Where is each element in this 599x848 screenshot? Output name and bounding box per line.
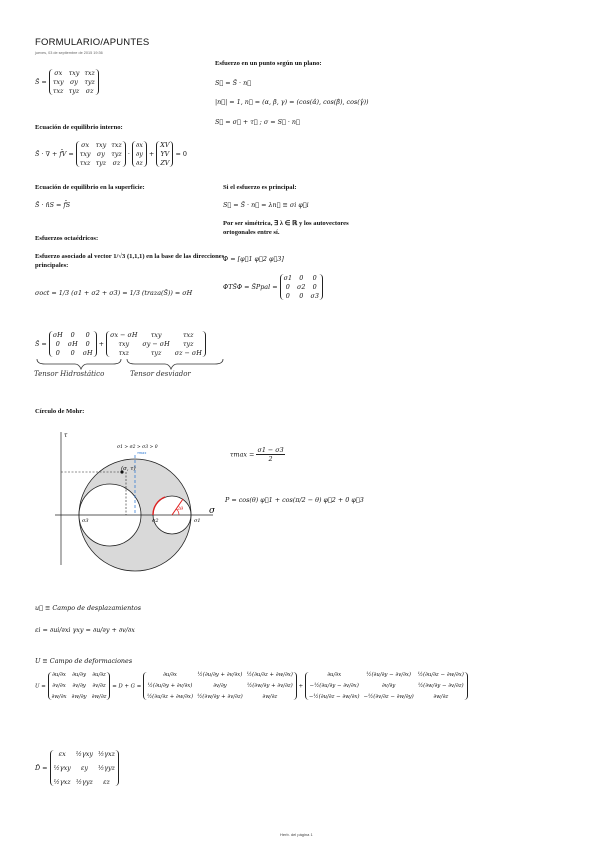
- matrix-cell: YV: [160, 150, 170, 158]
- matrix-cell: σz − σH: [174, 349, 202, 357]
- u-plus: +: [298, 683, 304, 690]
- matrix-cell: 0: [85, 331, 90, 339]
- matrix-cell: 0: [70, 331, 75, 339]
- matrix-cell: ½(∂u/∂z + ∂w/∂x): [246, 672, 293, 678]
- deformation-def: U ≡ Campo de deformaciones: [35, 657, 133, 665]
- matrix-cell: σz: [112, 159, 121, 167]
- decomposition-plus: +: [98, 340, 105, 348]
- d-strain-lhs: D̄ =: [35, 764, 48, 772]
- matrix-cell: ½(∂u/∂z − ∂w/∂x): [417, 672, 464, 678]
- g-matrix: [305, 672, 468, 700]
- octahedral-assoc: Esfuerzo asociado al vector 1/√3 (1,1,1) en la base de las direcciones principales:: [35, 253, 225, 269]
- matrix-cell: σ3: [310, 292, 319, 300]
- matrix-cell: ∂w/∂z: [433, 694, 449, 700]
- matrix-cell: τyz: [183, 340, 194, 348]
- matrix-cell: σ1: [283, 274, 293, 282]
- deviator-matrix: [106, 331, 206, 357]
- stress-point-eq2: |n⃗| = 1, n⃗ = (α, β, γ) = (cos(α̂), cos(β̂), cos(γ̂)): [215, 98, 369, 106]
- matrix-cell: 0: [70, 349, 75, 357]
- d-strain-matrix: [50, 750, 119, 786]
- equilibrium-internal-heading: Ecuación de equilibrio interno:: [35, 124, 123, 131]
- stress-point-heading: Esfuerzo en un punto según un plano:: [215, 60, 322, 67]
- sigma1-label: σ1: [194, 518, 201, 524]
- matrix-cell: XV: [160, 141, 170, 149]
- matrix-cell: ½(∂u/∂y − ∂v/∂x): [366, 672, 411, 678]
- matrix-cell: σH: [82, 349, 93, 357]
- matrix-cell: ∂w/∂y: [71, 694, 87, 700]
- matrix-cell: τyz: [84, 78, 95, 86]
- u-mid: = D + G =: [112, 683, 142, 690]
- stress-tensor-matrix: [49, 69, 99, 95]
- matrix-cell: τxy: [150, 331, 162, 339]
- matrix-cell: ∂u/∂x: [163, 672, 177, 678]
- matrix-cell: τxz: [118, 349, 129, 357]
- matrix-cell: σx: [81, 141, 90, 149]
- matrix-cell: τxz: [79, 159, 91, 167]
- matrix-cell: 0: [312, 274, 317, 282]
- matrix-cell: ½γyz: [75, 778, 93, 786]
- decomposition-lhs: S̄ =: [35, 340, 47, 348]
- matrix-cell: τxz: [111, 141, 122, 149]
- hydrostatic-matrix: [49, 331, 97, 357]
- matrix-cell: σx − σH: [110, 331, 138, 339]
- matrix-cell: 0: [285, 283, 290, 291]
- phi-eq: Φ = [φ⃗1 φ⃗2 φ⃗3]: [223, 255, 284, 263]
- stress-tensor-eq: [35, 69, 99, 95]
- symmetric-note: Por ser simétrica, ∃ λ ∈ ℝ y los autovectores ortogonales entre sí.: [223, 220, 349, 236]
- page-date: jueves, 03 de septiembre de 2015 19:36: [35, 51, 103, 55]
- matrix-cell: ∂x: [135, 141, 143, 149]
- matrix-cell: σH: [52, 331, 63, 339]
- matrix-cell: ½γxy: [53, 764, 71, 772]
- equilibrium-grad-vector: [132, 141, 147, 167]
- matrix-cell: ½γxz: [98, 750, 116, 758]
- page-footer: Herb. del página 1: [280, 832, 313, 837]
- matrix-cell: 0: [312, 283, 317, 291]
- matrix-cell: −½(∂u/∂z − ∂w/∂x): [308, 694, 360, 700]
- stress-point-eq1: S⃗ = S̄ · n⃗: [215, 79, 252, 87]
- matrix-cell: ½(∂u/∂y + ∂v/∂x): [147, 683, 193, 689]
- principal-diag-lhs: ΦTS̄Φ = S̄Ppal =: [223, 283, 278, 291]
- p-eq: P = cos(θ) φ⃗1 + cos(π/2 − θ) φ⃗2 + 0 φ⃗3: [225, 496, 364, 504]
- octahedral-heading: Esfuerzos octaédricos:: [35, 235, 99, 242]
- matrix-cell: σ2: [297, 283, 306, 291]
- matrix-cell: σy: [69, 78, 78, 86]
- matrix-cell: 0: [285, 292, 290, 300]
- u-lhs: U =: [35, 683, 46, 690]
- equilibrium-internal-lhs: S̄ · ∇ + f̄V =: [35, 150, 74, 158]
- matrix-cell: ½γyz: [98, 764, 116, 772]
- matrix-cell: 0: [55, 340, 60, 348]
- tau-max-denominator: 2: [268, 455, 273, 463]
- matrix-cell: ∂v/∂x: [52, 683, 66, 689]
- mohr-point-label: (σ, τ): [121, 466, 136, 472]
- matrix-cell: 0: [85, 340, 90, 348]
- matrix-cell: ∂v/∂y: [213, 683, 227, 689]
- principal-diag-matrix: [280, 274, 323, 300]
- matrix-cell: τxy: [79, 150, 91, 158]
- matrix-cell: ∂v/∂y: [381, 683, 396, 689]
- mohr-diagram: [55, 425, 215, 575]
- matrix-cell: ∂v/∂y: [72, 683, 86, 689]
- stress-tensor-lhs: S̄ =: [35, 78, 47, 86]
- matrix-cell: 0: [299, 292, 304, 300]
- matrix-cell: τyz: [150, 349, 162, 357]
- matrix-cell: σy − σH: [142, 340, 170, 348]
- equilibrium-internal-eq: S̄ · ∇ + f̄V = σx τxy τxz τxy σy τyz τxz τyz σz · ∂x ∂y ∂z + XV YV ZV = 0: [35, 141, 187, 167]
- equilibrium-S-matrix: [76, 141, 126, 167]
- matrix-cell: 0: [55, 349, 60, 357]
- matrix-cell: ∂u/∂x: [327, 672, 342, 678]
- matrix-cell: τxz: [84, 69, 95, 77]
- equilibrium-surface-eq: S̄ · n̄S = f̄S: [35, 201, 71, 209]
- matrix-cell: τxz: [183, 331, 194, 339]
- matrix-cell: ∂u/∂x: [52, 672, 66, 678]
- matrix-cell: ∂u/∂z: [92, 672, 106, 678]
- matrix-cell: ½γxz: [53, 778, 71, 786]
- sigma2-label: σ2: [152, 518, 159, 524]
- matrix-cell: ½(∂w/∂y + ∂v/∂z): [197, 694, 243, 700]
- matrix-cell: τxz: [52, 87, 64, 95]
- page-title: FORMULARIO/APUNTES: [35, 37, 150, 48]
- matrix-cell: σH: [67, 340, 78, 348]
- matrix-cell: σx: [54, 69, 63, 77]
- matrix-cell: τyz: [111, 150, 122, 158]
- tau-axis-label: τ: [64, 432, 68, 439]
- matrix-cell: ∂y: [135, 150, 143, 158]
- matrix-cell: ½γxy: [75, 750, 94, 758]
- d-matrix: [143, 672, 297, 700]
- matrix-cell: τxy: [52, 78, 64, 86]
- octahedral-eq: σoct = 1/3 (σ1 + σ2 + σ3) = 1/3 (traza(S̄)) = σH: [35, 289, 193, 297]
- matrix-cell: τxy: [118, 340, 130, 348]
- deviator-label: Tensor desviador: [130, 370, 191, 378]
- matrix-cell: −½(∂u/∂y − ∂v/∂x): [309, 683, 359, 689]
- stress-point-eq3: S⃗ = σ⃗ + τ⃗ ; σ = S⃗ · n⃗: [215, 118, 300, 126]
- matrix-cell: ZV: [160, 159, 170, 167]
- principal-eq: S⃗ = S̄ · n⃗ = λn⃗ ≡ σi φ⃗i: [223, 201, 309, 209]
- matrix-cell: τxy: [95, 141, 107, 149]
- mohr-tau-max-label: τmax: [137, 451, 147, 455]
- angle-label: 2θ: [177, 506, 184, 512]
- matrix-cell: ½(∂w/∂y − ∂v/∂z): [417, 683, 464, 689]
- tau-max-lhs: τmax =: [230, 450, 255, 459]
- tau-max-eq: [230, 446, 285, 463]
- matrix-cell: −½(∂v/∂z − ∂w/∂y): [363, 694, 414, 700]
- matrix-cell: ∂w/∂z: [91, 694, 107, 700]
- matrix-cell: ∂v/∂z: [92, 683, 106, 689]
- matrix-cell: εx: [58, 750, 66, 758]
- mohr-order-note: σ1 > σ2 > σ3 > 0: [117, 445, 158, 450]
- principal-diag-eq: [223, 274, 323, 300]
- u-decomposition-eq: [35, 672, 468, 700]
- matrix-cell: σz: [85, 87, 94, 95]
- matrix-cell: τyz: [68, 87, 80, 95]
- tau-max-numerator: σ1 − σ3: [257, 446, 284, 454]
- matrix-cell: 0: [299, 274, 304, 282]
- matrix-cell: ½(∂w/∂y + ∂v/∂z): [246, 683, 293, 689]
- matrix-cell: εy: [80, 764, 88, 772]
- d-strain-eq: [35, 750, 119, 786]
- sigma3-label: σ3: [82, 518, 89, 524]
- matrix-cell: ∂z: [136, 159, 143, 167]
- decomposition-braces: [35, 357, 225, 371]
- equilibrium-internal-rhs: = 0: [175, 150, 187, 158]
- strain-eq: εi = ∂ui/∂xi γxy = ∂u/∂y + ∂v/∂x: [35, 626, 135, 634]
- mohr-heading: Círculo de Mohr:: [35, 408, 85, 415]
- matrix-cell: τxy: [68, 69, 80, 77]
- equilibrium-surface-heading: Ecuación de equilibrio en la superficie:: [35, 184, 145, 191]
- matrix-cell: ½(∂u/∂y + ∂v/∂x): [197, 672, 243, 678]
- matrix-cell: ∂u/∂y: [72, 672, 87, 678]
- matrix-cell: τyz: [95, 159, 107, 167]
- u-matrix: [48, 672, 111, 700]
- equilibrium-X-vector: [156, 141, 173, 167]
- matrix-cell: ½(∂u/∂z + ∂w/∂x): [146, 694, 194, 700]
- matrix-cell: ∂w/∂x: [51, 694, 67, 700]
- displacement-def: u⃗ ≡ Campo de desplazamientos: [35, 604, 141, 612]
- hydrostatic-label: Tensor Hidrostático: [34, 370, 105, 378]
- matrix-cell: ∂w/∂z: [262, 694, 278, 700]
- sigma-axis-label: σ: [209, 506, 215, 516]
- decomposition-eq: [35, 331, 206, 357]
- matrix-cell: σy: [96, 150, 105, 158]
- principal-heading: Si el esfuerzo es principal:: [223, 184, 297, 191]
- matrix-cell: εz: [103, 778, 110, 786]
